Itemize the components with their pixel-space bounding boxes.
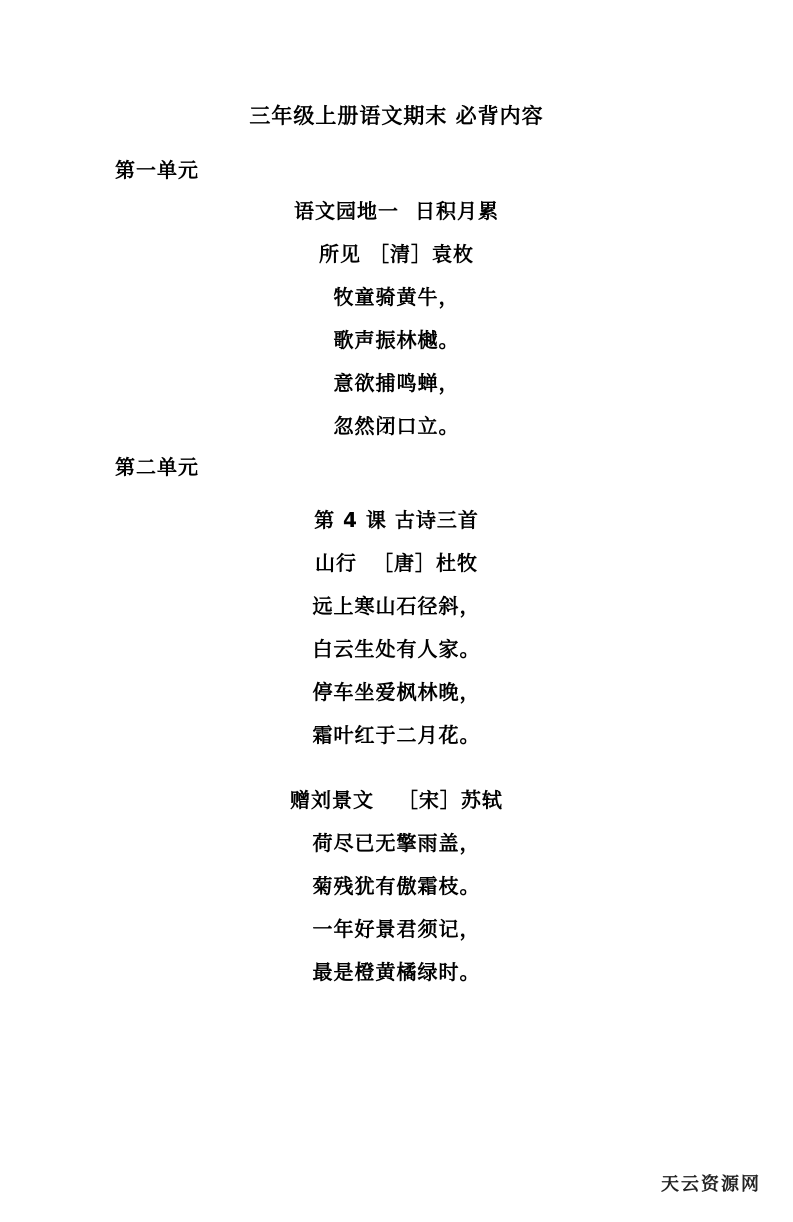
- page-title: 三年级上册语文期末 必背内容: [249, 104, 544, 128]
- section-unit-1: [0, 154, 793, 439]
- poem-title: 所见 ［清］袁枚: [319, 242, 474, 266]
- group-subtitle: 语文园地一 日积月累: [294, 199, 499, 223]
- poem-line: 一年好景君须记，: [312, 917, 481, 941]
- poem-line: 停车坐爱枫林晚，: [312, 680, 481, 704]
- document-page: [0, 100, 793, 1222]
- poem-line: 歌声振林樾。: [333, 328, 460, 352]
- poem-line: 意欲捕鸣蝉，: [333, 371, 460, 395]
- poem-title: 赠刘景文 ［宋］苏轼: [290, 788, 503, 812]
- poem-line: 霜叶红于二月花。: [312, 723, 481, 747]
- poem-line: 忽然闭口立。: [333, 414, 460, 438]
- section-heading: 第一单元: [115, 158, 199, 182]
- poem-line: 荷尽已无擎雨盖，: [312, 831, 481, 855]
- group-subtitle: 第 4 课 古诗三首: [314, 508, 479, 532]
- poem-line: 菊残犹有傲霜枝。: [312, 874, 481, 898]
- poem-line: 白云生处有人家。: [312, 637, 481, 661]
- section-unit-2: [0, 451, 793, 985]
- poem-line: 远上寒山石径斜，: [312, 594, 481, 618]
- poem-line: 最是橙黄橘绿时。: [312, 960, 481, 984]
- poem-line: 牧童骑黄牛，: [333, 285, 460, 309]
- poem-title: 山行 ［唐］杜牧: [315, 551, 478, 575]
- section-heading: 第二单元: [115, 455, 199, 479]
- watermark-text: 天云资源网: [661, 1174, 761, 1195]
